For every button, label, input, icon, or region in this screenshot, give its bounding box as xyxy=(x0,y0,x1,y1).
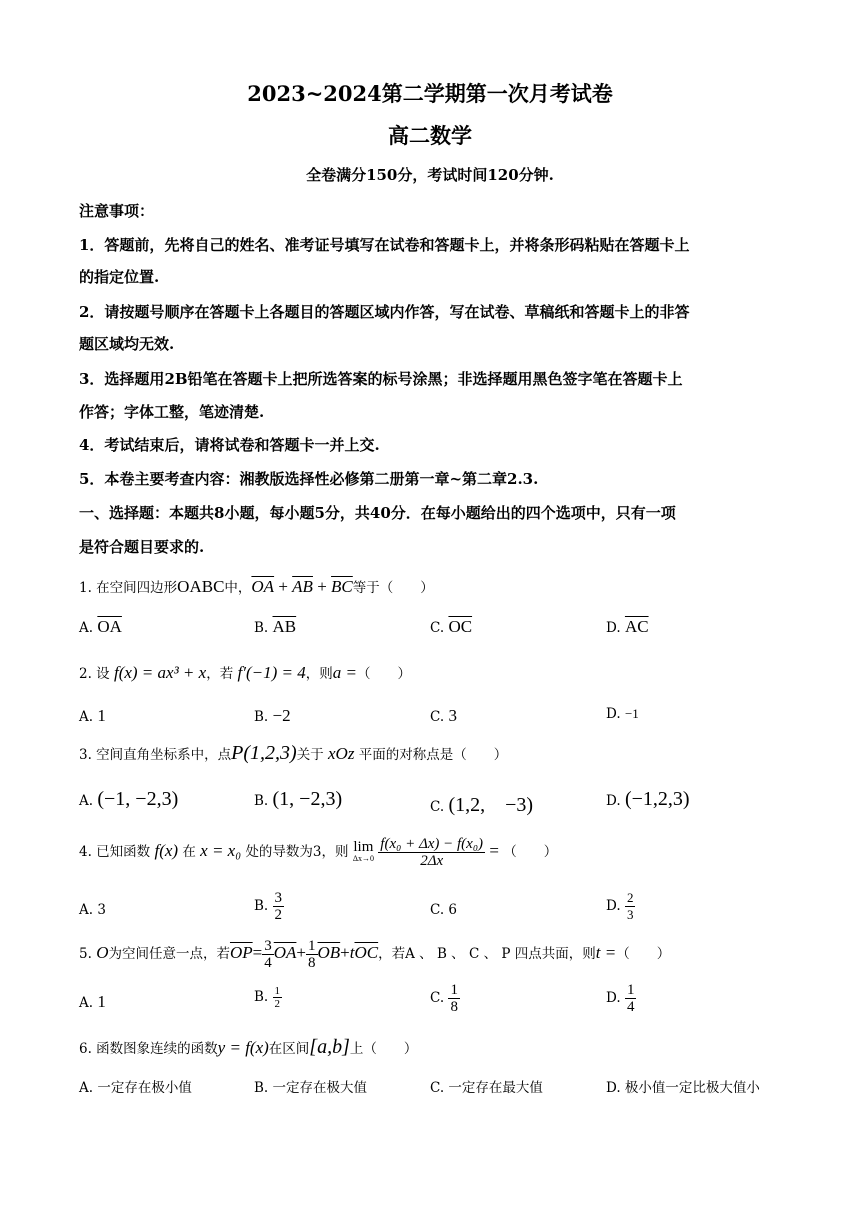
q5-option-a: A. 1 xyxy=(79,992,106,1011)
q6-option-d: D. 极小值一定比极大值小 xyxy=(606,1080,760,1096)
note-line: 4．考试结束后，请将试卷和答题卡一并上交. xyxy=(79,436,380,454)
note-line: 5．本卷主要考查内容：湘教版选择性必修第二册第一章~第二章2.3. xyxy=(79,470,539,488)
q6-interval: [a,b] xyxy=(309,1036,350,1058)
q1-vec: $\overline{BC}$ xyxy=(331,577,353,596)
notes-heading: 注意事项： xyxy=(79,202,155,220)
q2-function: f(x) = ax³ + x xyxy=(113,663,207,682)
q4-option-c: C. 6 xyxy=(430,902,458,918)
note-line: 3．选择题用2B铅笔在答题卡上把所选答案的标号涂黑；非选择题用黑色签字笔在答题卡上 xyxy=(79,370,683,388)
exam-title: 2023~2024第二学期第一次月考试卷 xyxy=(247,81,613,106)
question-1: 1. 在空间四边形OABC中，$\overline{OA} + \overline{AB} + \overline{BC}$等于（ ） xyxy=(79,577,434,596)
note-line: 1．答题前，先将自己的姓名、准考证号填写在试卷和答题卡上，并将条形码粘贴在答题卡上 xyxy=(79,236,690,254)
exam-subject: 高二数学 xyxy=(388,123,472,148)
q3-option-c: C. (1,2, −3) xyxy=(430,794,534,816)
q5-option-d: D. $\frac{1}{4}$ xyxy=(606,982,635,1015)
q1-option-b: B. $\overline{AB}$ xyxy=(254,617,297,636)
q2-condition: f′(−1) = 4 xyxy=(237,663,306,682)
q3-option-d: D. (−1,2,3) xyxy=(606,788,690,810)
q1-vec: $\overline{AB}$ xyxy=(292,577,313,596)
note-line: 的指定位置. xyxy=(79,268,160,286)
q4-fraction: $\frac{\text{f(x₀ + Δx) − f(x₀)}}{2\Delta x}$ xyxy=(380,836,484,869)
note-line: 题区域均无效. xyxy=(79,335,175,353)
question-6: 6. 函数图象连续的函数y = f(x)在区间[a,b]上（ ） xyxy=(79,1036,418,1058)
q2-option-a: A. 1 xyxy=(79,706,106,725)
q2-option-b: B. −2 xyxy=(254,706,291,725)
q1-option-c: C. $\overline{OC}$ xyxy=(430,617,473,636)
q6-option-c: C. 一定存在最大值 xyxy=(430,1080,543,1096)
q1-text: 1. 在空间四边形 xyxy=(79,580,178,596)
note-line: 2．请按题号顺序在答题卡上各题目的答题区域内作答，写在试卷、草稿纸和答题卡上的非答 xyxy=(79,303,690,321)
q3-point: P(1,2,3) xyxy=(231,742,297,764)
question-2: 2. 设 f(x) = ax³ + x，若 f′(−1) = 4，则a =（ ） xyxy=(79,663,411,682)
q4-option-d: D. $\frac{2}{3}$ xyxy=(606,890,634,922)
q6-function: y = f(x) xyxy=(217,1038,269,1057)
q1-quad: OABC xyxy=(177,577,225,596)
exam-info: 全卷满分150分，考试时间120分钟. xyxy=(306,166,554,184)
q3-option-b: B. (1, −2,3) xyxy=(254,788,343,810)
q3-plane: xOz xyxy=(328,744,355,763)
question-3: 3. 空间直角坐标系中，点P(1,2,3)关于 xOz 平面的对称点是（ ） xyxy=(79,742,508,764)
q2-option-d: D. −1 xyxy=(606,706,639,722)
q4-limit: lim Δx→0 xyxy=(352,838,374,863)
q2-option-c: C. 3 xyxy=(430,706,457,725)
question-4: 4. 已知函数 f(x) 在 x = x₀ 处的导数为3，则 lim Δx→0 $\frac{\text{f(x₀ + Δx) − f(x₀)}}{2\Delta x}$ = （ ） xyxy=(79,836,558,869)
q6-option-b: B. 一定存在极大值 xyxy=(254,1080,368,1096)
q4-option-a: A. 3 xyxy=(79,902,106,918)
section-heading-cont: 是符合题目要求的. xyxy=(79,538,205,556)
question-5: 5. O为空间任意一点，若$\overline{OP}=$ $\frac{3}{4}$ $\overline{OA}+$ $\frac{1}{8}$ $\overline{OB}+t\overline{OC}$，若A 、 B 、 C 、 P 四点共面，则t =（ ） xyxy=(79,938,671,971)
q1-text: 等于（ ） xyxy=(352,580,434,596)
q1-text: 中， xyxy=(224,580,252,596)
q5-option-c: C. $\frac{1}{8}$ xyxy=(430,982,458,1015)
q4-option-b: B. $\frac{3}{2}$ xyxy=(254,890,283,923)
q1-option-a: A. $\overline{OA}$ xyxy=(79,617,122,636)
q3-option-a: A. (−1, −2,3) xyxy=(79,788,179,810)
section-heading: 一、选择题：本题共8小题，每小题5分，共40分．在每小题给出的四个选项中，只有一项 xyxy=(79,504,676,522)
note-line: 作答；字体工整，笔迹清楚. xyxy=(79,403,265,421)
q6-option-a: A. 一定存在极小值 xyxy=(79,1080,192,1096)
q5-option-b: B. $\frac{1}{2}$ xyxy=(254,985,281,1010)
q1-option-d: D. $\overline{AC}$ xyxy=(606,617,649,636)
q1-vec: $\overline{OA}$ xyxy=(251,577,275,596)
